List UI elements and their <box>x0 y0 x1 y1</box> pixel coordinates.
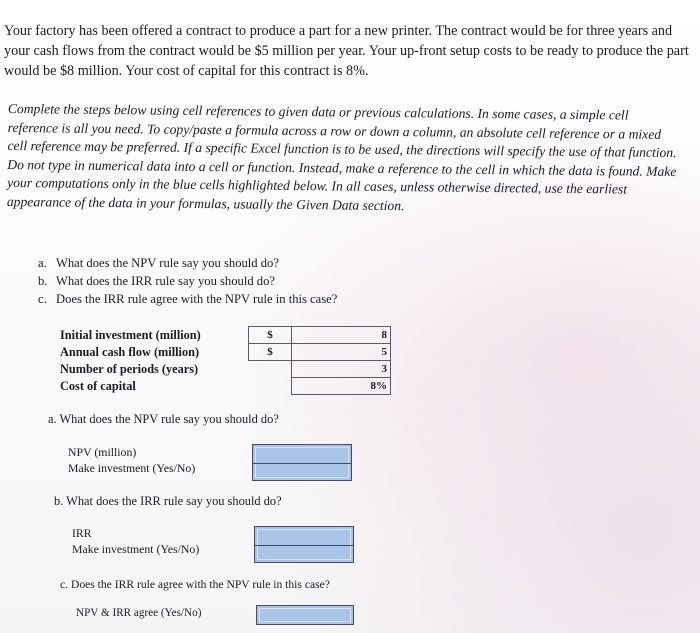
problem-statement: Your factory has been offered a contract to produce a part for a new printer. The contract would be for three years and your cash flows from the contract would be $5 million per year. Your up-front setup costs to be ready to produce the part would be $8 million. Your cost of capital for this contract is 8%. <box>4 23 689 79</box>
given-label: Initial investment (million) <box>60 328 201 342</box>
given-currency <box>249 378 292 395</box>
given-label: Number of periods (years) <box>60 362 199 376</box>
given-row-annual-cash-flow <box>60 344 391 361</box>
given-value[interactable]: 8% <box>292 378 391 395</box>
given-value[interactable]: 8 <box>292 327 391 344</box>
given-row-number-of-periods <box>60 361 391 378</box>
irr-decision-label: Make investment (Yes/No) <box>72 542 200 556</box>
section-c-heading: c. Does the IRR rule agree with the NPV rule in this case? <box>60 578 330 591</box>
npv-label: NPV (million) <box>68 445 137 459</box>
given-label: Cost of capital <box>60 379 136 393</box>
top-margin <box>0 0 700 18</box>
section-a-heading: a. What does the NPV rule say you should do? <box>48 412 279 426</box>
given-row-initial-investment <box>60 327 391 344</box>
npv-answer-cells[interactable] <box>252 444 352 481</box>
instructions-text: Complete the steps below using cell references to given data or previous calculations. In some cases, a simple cell reference is all you need. To copy/paste a formula across a row or down a column, an absolute cell reference or a mixed cell reference may be preferred. If a specific Excel function is to be used, the directions will specify the use of that function. Do not type in numerical data into a cell or function. Instead, make a reference to the cell in which the data is found. Make your computations only in the blue cells highlighted below. In all cases, unless otherwise directed, use the earliest appearance of the data in your formulas, usually the Given Data section. <box>6 100 677 213</box>
agree-answer-cell[interactable] <box>256 605 354 625</box>
given-data-table <box>60 326 391 395</box>
given-row-cost-of-capital <box>60 378 391 395</box>
question-list <box>38 254 438 308</box>
question-c: c. Does the IRR rule agree with the NPV rule in this case? <box>38 292 338 306</box>
question-a: a. What does the NPV rule say you should do? <box>38 256 279 270</box>
irr-answer-cells[interactable] <box>254 526 354 563</box>
given-currency: $ <box>249 327 292 344</box>
given-value[interactable]: 5 <box>292 344 391 361</box>
given-currency <box>249 361 292 378</box>
given-value[interactable]: 3 <box>292 361 391 378</box>
question-b: b. What does the IRR rule say you should do? <box>38 274 275 288</box>
given-currency: $ <box>249 344 292 361</box>
section-b-heading: b. What does the IRR rule say you should do? <box>54 494 282 508</box>
agree-label: NPV & IRR agree (Yes/No) <box>76 607 202 619</box>
given-label: Annual cash flow (million) <box>60 345 200 359</box>
irr-label: IRR <box>72 526 92 540</box>
npv-decision-label: Make investment (Yes/No) <box>68 461 196 475</box>
